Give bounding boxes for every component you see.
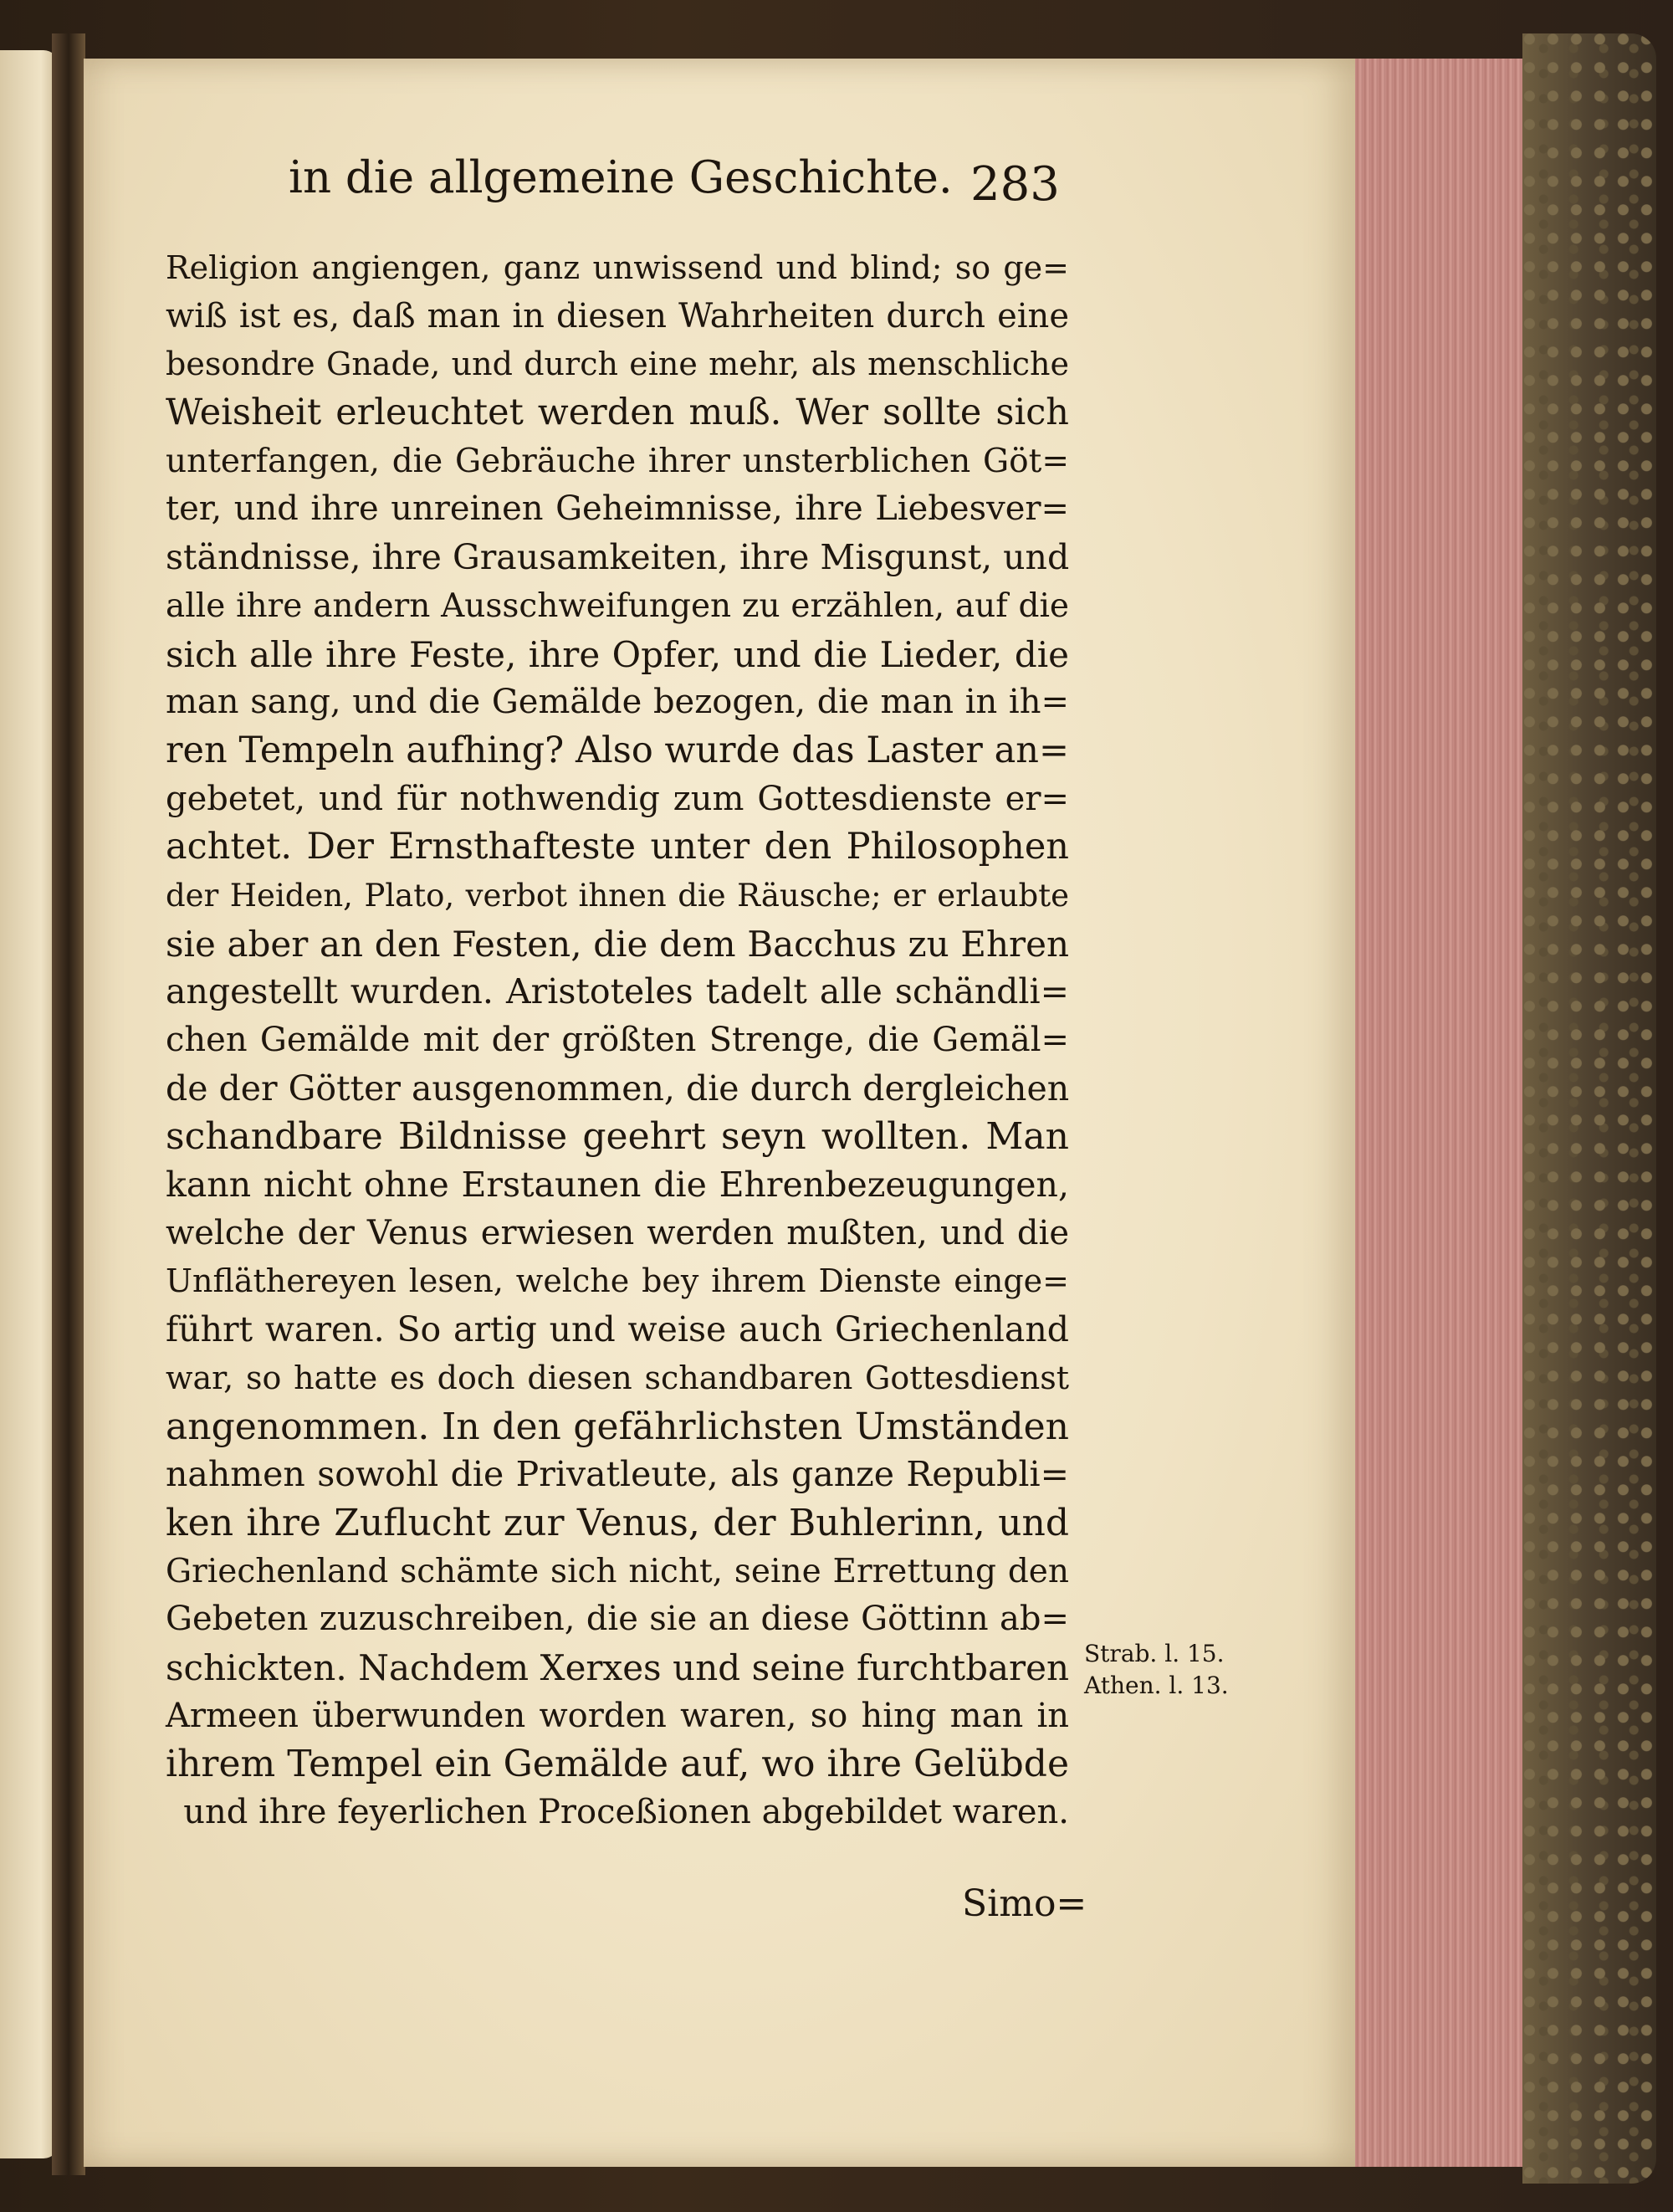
text-line: ter, und ihre unreinen Geheimnisse, ihre Liebesver= bbox=[166, 489, 1069, 529]
page-number: 283 bbox=[970, 157, 1060, 212]
text-line: schandbare Bildnisse geehrt seyn wollten. Man bbox=[166, 1115, 1069, 1159]
text-line: unterfangen, die Gebräuche ihrer unsterblichen Göt= bbox=[166, 442, 1069, 480]
margin-notes bbox=[1084, 1638, 1229, 1702]
page-edges bbox=[1355, 59, 1531, 2167]
text-line: man sang, und die Gemälde bezogen, die man in ih= bbox=[166, 683, 1069, 722]
text-line: de der Götter ausgenommen, die durch dergleichen bbox=[166, 1068, 1070, 1109]
text-line: angenommen. In den gefährlichsten Umständen bbox=[166, 1405, 1069, 1448]
text-line: Religion angiengen, ganz unwissend und blind; so ge= bbox=[166, 249, 1069, 286]
text-line: ihrem Tempel ein Gemälde auf, wo ihre Gelübde bbox=[166, 1743, 1069, 1786]
text-line: ren Tempeln aufhing? Also wurde das Laster an= bbox=[166, 729, 1069, 771]
text-line: schickten. Nachdem Xerxes und seine furchtbaren bbox=[166, 1646, 1069, 1688]
text-line: achtet. Der Ernsthafteste unter den Philosophen bbox=[166, 826, 1069, 868]
margin-note: Athen. l. 13. bbox=[1084, 1672, 1229, 1699]
text-line: chen Gemälde mit der größten Strenge, die Gemäl= bbox=[166, 1021, 1069, 1059]
text-line: Weisheit erleuchtet werden muß. Wer sollte sich bbox=[166, 392, 1069, 434]
text-line: welche der Venus erwiesen werden mußten, und die bbox=[166, 1213, 1069, 1252]
text-line: ken ihre Zuflucht zur Venus, der Buhlerinn, und bbox=[166, 1501, 1069, 1544]
text-line: sich alle ihre Feste, ihre Opfer, und die Lieder, die bbox=[166, 633, 1069, 675]
text-line: ständnisse, ihre Grausamkeiten, ihre Misgunst, und bbox=[166, 537, 1070, 578]
body-text bbox=[166, 244, 1069, 1837]
text-line: alle ihre andern Ausschweifungen zu erzählen, auf die bbox=[166, 586, 1069, 625]
text-line: führt waren. So artig und weise auch Griechenland bbox=[166, 1309, 1069, 1350]
text-line: Griechenland schämte sich nicht, seine Errettung den bbox=[166, 1552, 1069, 1590]
text-line: und ihre feyerlichen Proceßionen abgebildet waren. bbox=[183, 1793, 1069, 1831]
text-line: kann nicht ohne Erstaunen die Ehrenbezeugungen, bbox=[166, 1165, 1069, 1206]
text-line: angestellt wurden. Aristoteles tadelt alle schändli= bbox=[166, 971, 1069, 1012]
text-line: Armeen überwunden worden waren, so hing man in bbox=[166, 1696, 1069, 1735]
text-line: nahmen sowohl die Privatleute, als ganze Republi= bbox=[166, 1454, 1069, 1495]
book-cover bbox=[1522, 33, 1656, 2184]
catchword: Simo= bbox=[962, 1882, 1087, 1925]
running-head: in die allgemeine Geschichte. bbox=[289, 152, 953, 203]
text-line: war, so hatte es doch diesen schandbaren Gottesdienst bbox=[166, 1359, 1069, 1396]
facing-page-edge bbox=[0, 50, 59, 2158]
margin-note: Strab. l. 15. bbox=[1084, 1640, 1225, 1667]
text-line: der Heiden, Plato, verbot ihnen die Räusche; er erlaubte bbox=[166, 877, 1069, 914]
text-line: besondre Gnade, und durch eine mehr, als menschliche bbox=[166, 346, 1069, 383]
book-gutter bbox=[52, 33, 85, 2175]
text-line: wiß ist es, daß man in diesen Wahrheiten durch eine bbox=[166, 296, 1069, 335]
text-line: sie aber an den Festen, die dem Bacchus zu Ehren bbox=[166, 923, 1069, 965]
text-line: Unfläthereyen lesen, welche bey ihrem Dienste einge= bbox=[166, 1262, 1069, 1300]
text-line: Gebeten zuzuschreiben, die sie an diese Göttinn ab= bbox=[166, 1600, 1069, 1639]
text-line: gebetet, und für nothwendig zum Gottesdienste er= bbox=[166, 779, 1069, 818]
